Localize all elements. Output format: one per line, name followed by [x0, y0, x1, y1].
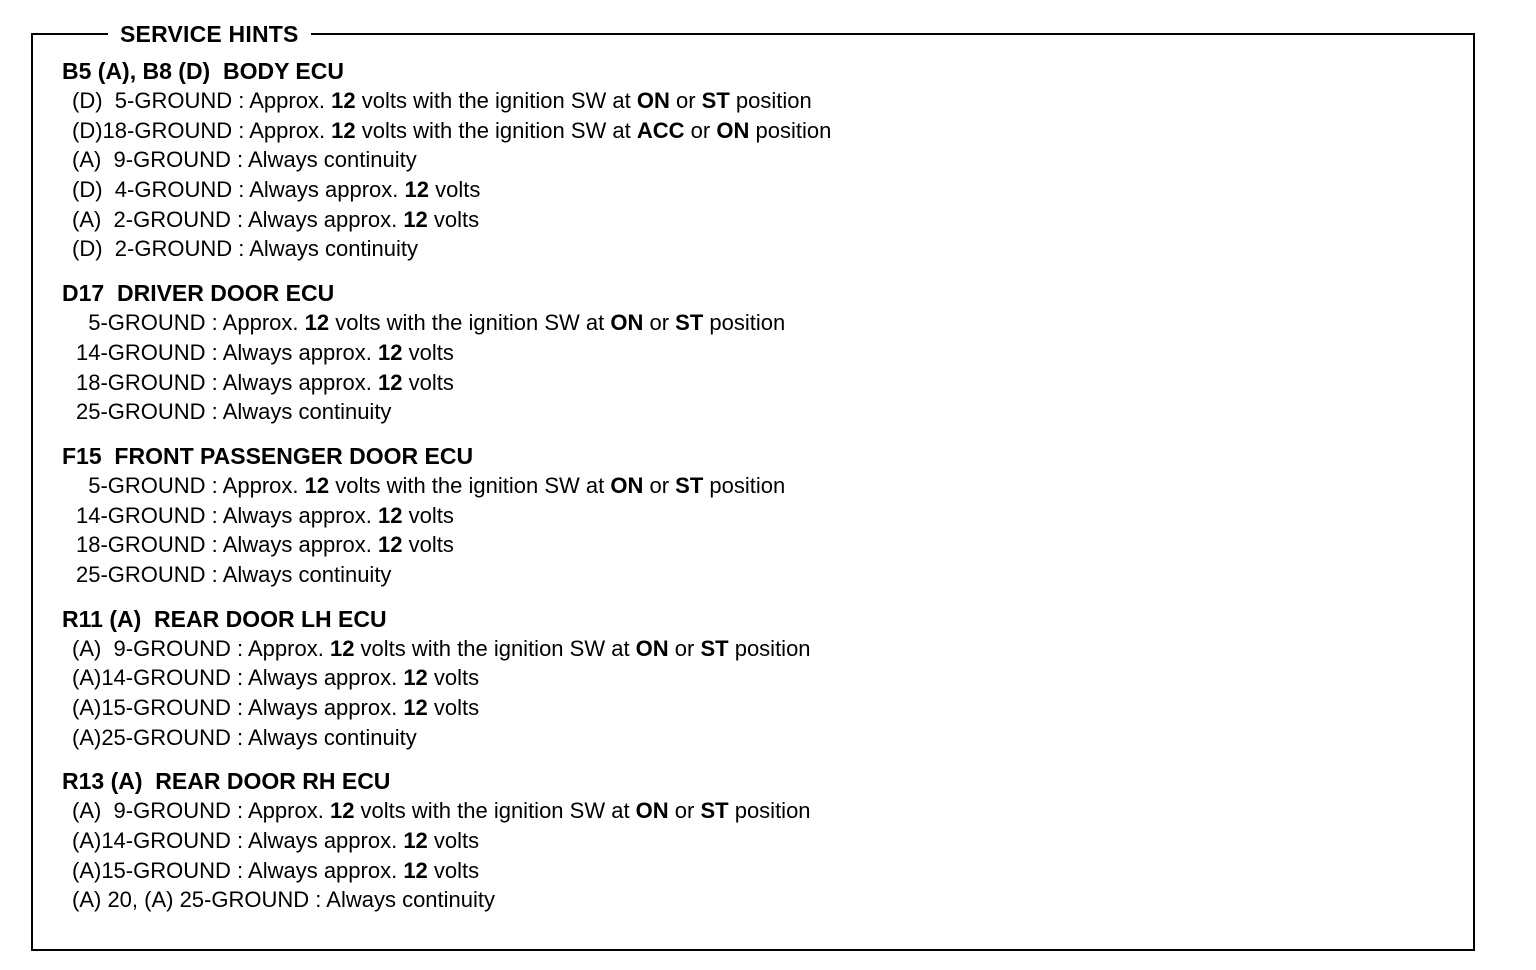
- hint-row: [76, 368, 1462, 398]
- section-heading: B5 (A), B8 (D) BODY ECU: [62, 58, 344, 84]
- section-heading: F15 FRONT PASSENGER DOOR ECU: [62, 442, 474, 469]
- hint-text: volts with the ignition SW at: [329, 472, 611, 498]
- hint-emphasis: ON: [716, 117, 750, 143]
- section-front-passenger-door-ecu: [62, 441, 1462, 590]
- hint-row: [76, 397, 1462, 427]
- hint-text: position: [703, 472, 786, 498]
- hint-text: volts: [429, 177, 481, 203]
- hint-row: [76, 471, 1462, 501]
- hint-text: volts with the ignition SW at: [354, 635, 636, 661]
- hint-row: [76, 560, 1462, 590]
- hint-emphasis: 12: [331, 88, 356, 113]
- hint-text: 18-GROUND : Always approx.: [76, 369, 378, 395]
- hint-emphasis: ON: [610, 310, 644, 336]
- hint-text: (D) 2-GROUND : Always continuity: [72, 236, 418, 262]
- section-rear-door-lh-ecu: [62, 604, 1462, 753]
- hint-row: [76, 338, 1462, 368]
- hint-list: [62, 796, 1462, 915]
- hint-text: (D) 4-GROUND : Always approx.: [72, 177, 405, 203]
- hint-emphasis: ST: [675, 310, 704, 336]
- hint-row: [72, 826, 1462, 856]
- hint-text: or: [668, 635, 701, 661]
- hint-row: [76, 501, 1462, 531]
- hint-emphasis: 12: [377, 339, 403, 365]
- hint-row: [72, 175, 1462, 205]
- hint-emphasis: ST: [675, 472, 704, 498]
- hint-row: [72, 234, 1462, 264]
- hint-emphasis: ST: [701, 88, 730, 113]
- frame-title: SERVICE HINTS: [108, 20, 311, 48]
- hint-text: volts: [402, 339, 454, 365]
- hint-text: (A) 9-GROUND : Always continuity: [72, 147, 417, 173]
- section-body-ecu: [62, 56, 1462, 264]
- hint-emphasis: ST: [700, 798, 729, 824]
- hint-text: (A)14-GROUND : Always approx.: [72, 665, 404, 691]
- section-heading: R11 (A) REAR DOOR LH ECU: [62, 605, 387, 632]
- hint-row: [72, 885, 1462, 915]
- hint-text: (D)18-GROUND : Approx.: [72, 117, 332, 143]
- hint-list: [62, 308, 1462, 427]
- hint-text: volts: [402, 369, 454, 395]
- hint-text: volts with the ignition SW at: [355, 117, 637, 143]
- hint-text: 25-GROUND : Always continuity: [76, 399, 392, 425]
- section-rear-door-rh-ecu: [62, 766, 1462, 915]
- hint-text: volts: [427, 857, 480, 883]
- hint-text: 18-GROUND : Always approx.: [76, 532, 378, 558]
- hint-emphasis: 12: [377, 532, 403, 558]
- hint-text: or: [684, 117, 717, 143]
- hint-text: volts: [427, 695, 480, 720]
- hint-row: [72, 723, 1462, 753]
- hint-text: or: [643, 472, 676, 498]
- hint-text: volts with the ignition SW at: [354, 798, 636, 824]
- hint-emphasis: 12: [329, 635, 355, 661]
- hint-row: [72, 693, 1462, 723]
- hint-row: [72, 634, 1462, 664]
- section-heading: R13 (A) REAR DOOR RH ECU: [62, 768, 391, 795]
- hint-text: 5-GROUND : Approx.: [76, 310, 305, 336]
- hint-text: position: [729, 88, 812, 113]
- hint-text: 14-GROUND : Always approx.: [76, 502, 378, 528]
- hint-text: (D) 5-GROUND : Approx.: [72, 88, 332, 113]
- hint-emphasis: 12: [403, 695, 428, 720]
- hint-emphasis: 12: [404, 177, 429, 203]
- hint-text: position: [728, 798, 811, 824]
- hint-text: 5-GROUND : Approx.: [76, 472, 305, 498]
- hint-emphasis: 12: [329, 798, 355, 824]
- section-driver-door-ecu: [62, 278, 1462, 427]
- hint-emphasis: 12: [331, 117, 356, 143]
- hint-list: [62, 471, 1462, 590]
- hint-text: or: [668, 798, 701, 824]
- hint-text: (A) 9-GROUND : Approx.: [72, 798, 330, 824]
- hint-text: or: [669, 88, 702, 113]
- hint-text: 25-GROUND : Always continuity: [76, 561, 392, 587]
- hint-emphasis: 12: [403, 828, 428, 854]
- hint-text: (A)15-GROUND : Always approx.: [72, 857, 404, 883]
- hint-text: volts with the ignition SW at: [329, 310, 611, 336]
- hint-text: position: [728, 635, 811, 661]
- hint-text: (A)14-GROUND : Always approx.: [72, 828, 404, 854]
- section-heading: D17 DRIVER DOOR ECU: [62, 280, 335, 307]
- hint-row: [72, 116, 1462, 146]
- hint-text: (A) 2-GROUND : Always approx.: [72, 206, 404, 232]
- hint-text: position: [703, 310, 786, 336]
- hint-row: [72, 205, 1462, 235]
- hint-text: (A)15-GROUND : Always approx.: [72, 695, 404, 720]
- hint-row: [72, 856, 1462, 886]
- hint-text: (A)25-GROUND : Always continuity: [72, 724, 417, 750]
- hint-emphasis: 12: [377, 502, 403, 528]
- hint-emphasis: ON: [635, 798, 669, 824]
- hint-text: volts: [427, 828, 480, 854]
- hint-row: [76, 530, 1462, 560]
- hint-emphasis: 12: [377, 369, 403, 395]
- hint-text: volts: [427, 665, 480, 691]
- hint-emphasis: ON: [610, 472, 644, 498]
- hint-text: volts: [427, 206, 480, 232]
- hint-emphasis: ON: [635, 635, 669, 661]
- hint-text: volts with the ignition SW at: [355, 88, 637, 113]
- hint-emphasis: ACC: [636, 117, 685, 143]
- hint-row: [72, 145, 1462, 175]
- hint-text: (A) 9-GROUND : Approx.: [72, 635, 330, 661]
- hint-emphasis: 12: [403, 665, 428, 691]
- hint-emphasis: 12: [403, 206, 428, 232]
- hint-emphasis: 12: [304, 472, 330, 498]
- hint-text: or: [643, 310, 676, 336]
- hint-emphasis: ST: [700, 635, 729, 661]
- hint-row: [72, 796, 1462, 826]
- hint-text: volts: [402, 532, 454, 558]
- hint-row: [76, 308, 1462, 338]
- hint-emphasis: ON: [636, 88, 670, 113]
- hint-text: volts: [402, 502, 454, 528]
- hint-emphasis: 12: [403, 857, 428, 883]
- hint-text: 14-GROUND : Always approx.: [76, 339, 378, 365]
- hint-text: position: [749, 117, 832, 143]
- hint-row: [72, 86, 1462, 116]
- hint-row: [72, 663, 1462, 693]
- hint-emphasis: 12: [304, 310, 330, 336]
- hint-list: [62, 634, 1462, 753]
- service-hints-content: [62, 56, 1462, 929]
- hint-list: [62, 86, 1462, 264]
- hint-text: (A) 20, (A) 25-GROUND : Always continuity: [72, 887, 496, 913]
